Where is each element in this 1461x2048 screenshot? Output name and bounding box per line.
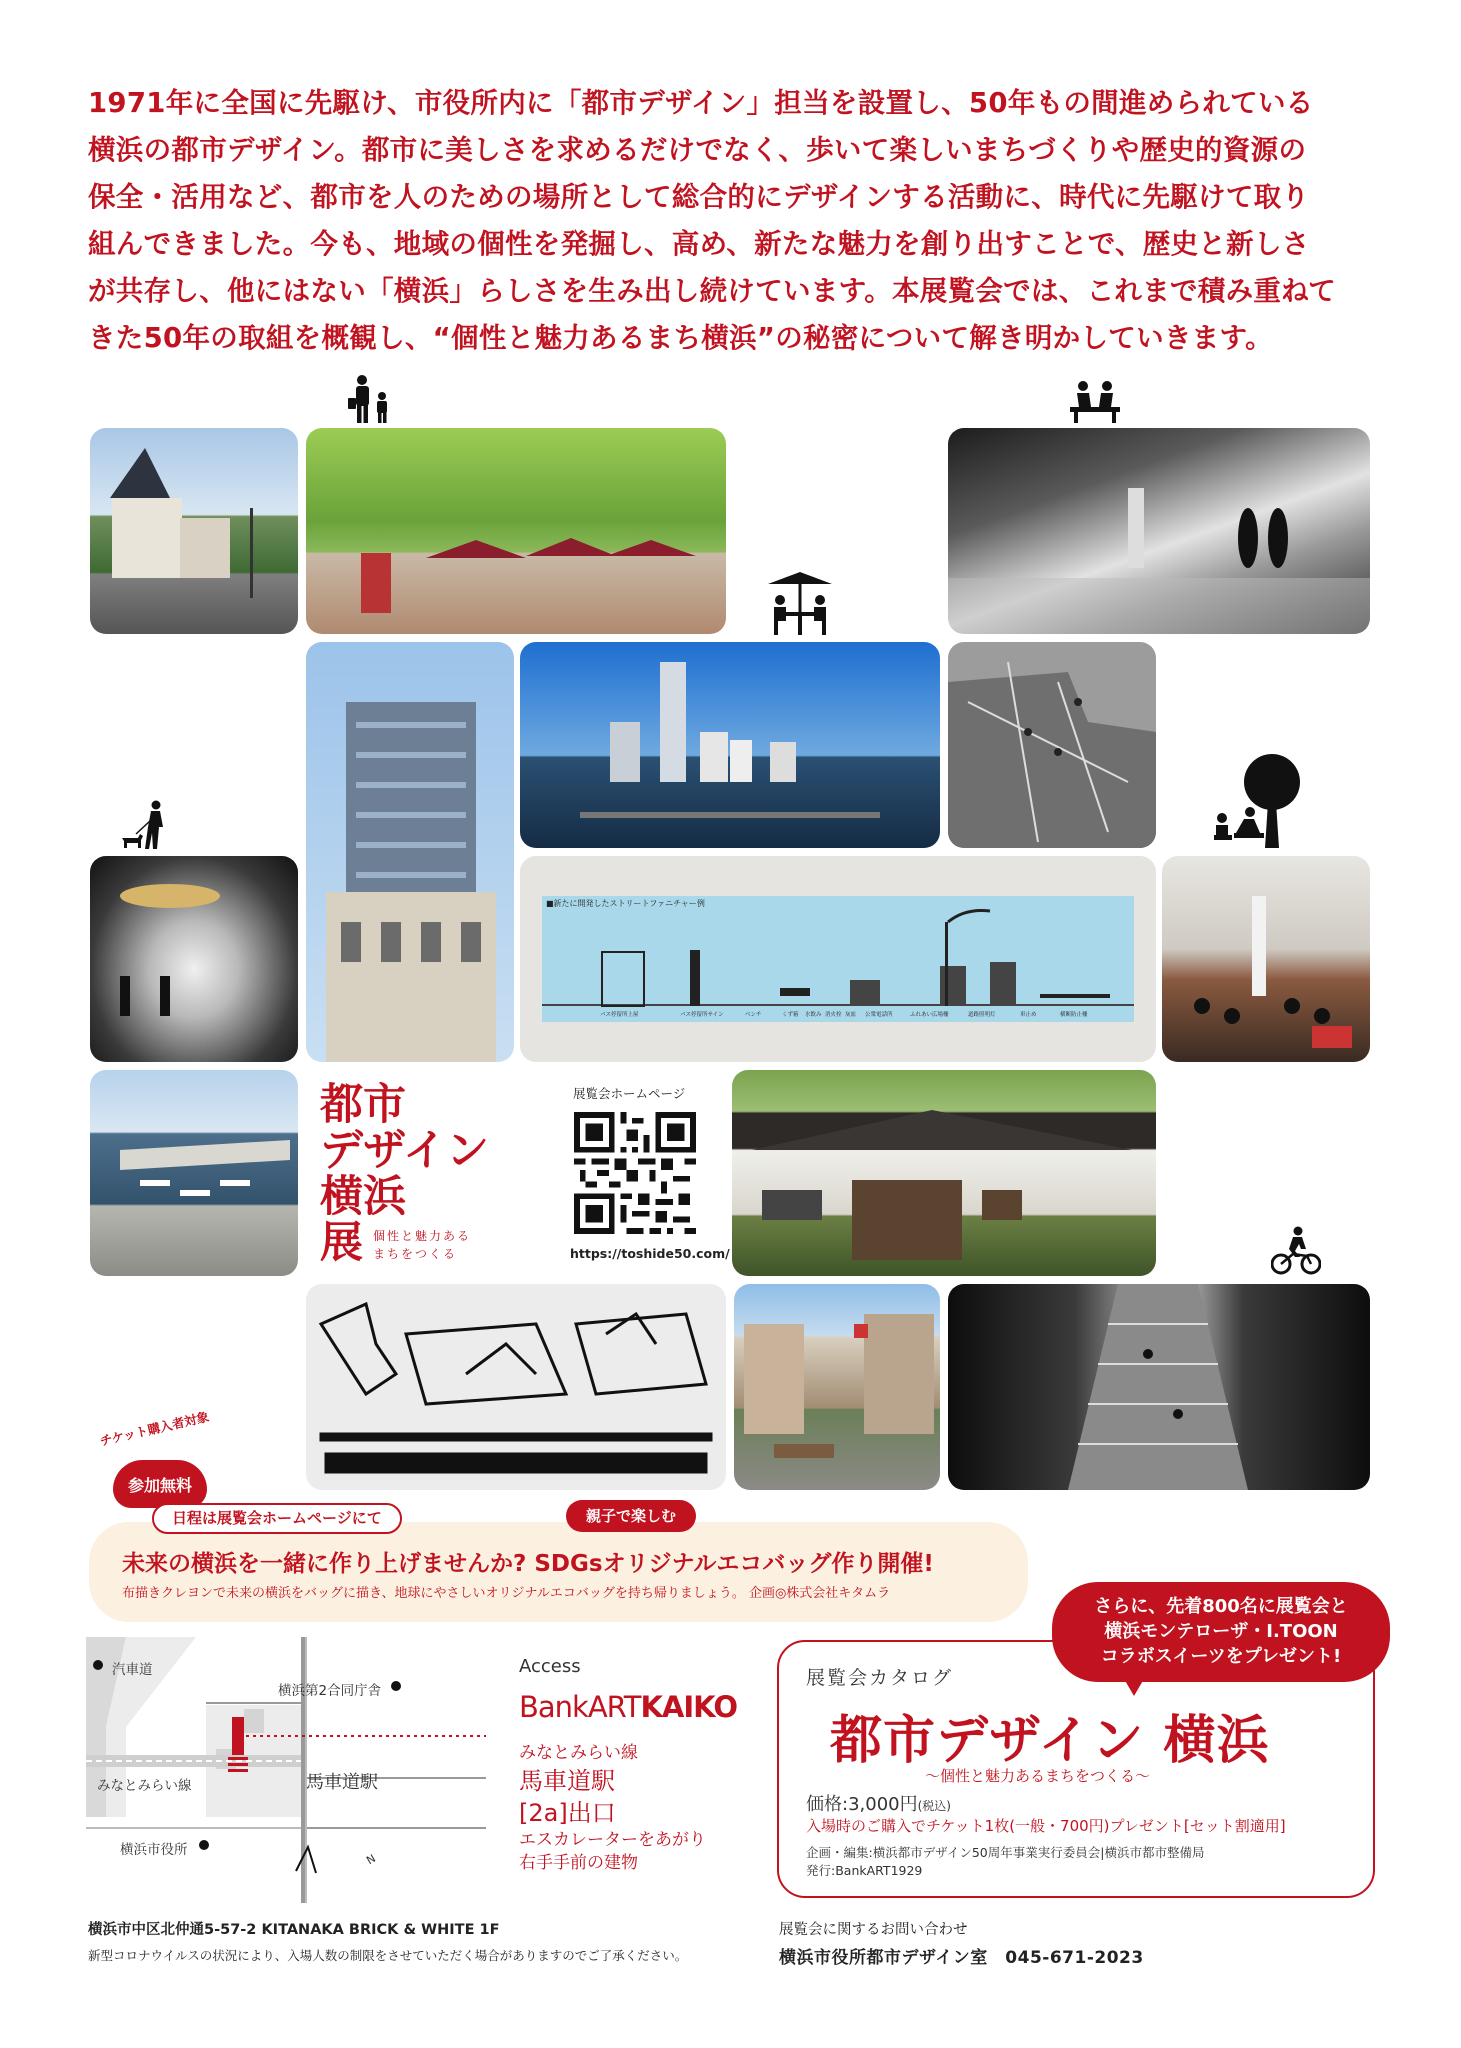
parent-child-icon [346, 374, 394, 424]
access-directions [519, 1742, 706, 1875]
exhibition-subtitle-line: 個性と魅力ある [373, 1229, 472, 1243]
diagram-title: ■新たに開発したストリートファニチャー例 [546, 899, 705, 908]
workshop-title: 未来の横浜を一緒に作り上げませんか? SDGsオリジナルエコバッグ作り開催! [122, 1551, 934, 1577]
photo-tunnel-walkway [90, 856, 298, 1062]
bubble-line: コラボスイーツをプレゼント! [1100, 1646, 1342, 1667]
photo-street-furniture-diagram [520, 856, 1156, 1062]
map-label-cityhall: 横浜市役所 [120, 1842, 188, 1858]
price-tax: (税込) [917, 1799, 951, 1813]
photo-traditional-house [732, 1070, 1156, 1276]
diagram-label: バス停留所サイン [680, 1012, 724, 1018]
homepage-url[interactable]: https://toshide50.com/ [570, 1246, 730, 1261]
dog-walk-icon [120, 800, 170, 850]
map-label-govt-building: 横浜第2合同庁舎 [278, 1683, 382, 1699]
catalog-label: 展覧会カタログ [806, 1667, 954, 1689]
access-direction-1: エスカレーターをあがり [519, 1830, 706, 1850]
access-station: 馬車道駅 [519, 1767, 615, 1795]
free-badge: 参加無料 [113, 1460, 207, 1508]
price-label: 価格: [806, 1794, 849, 1815]
map-label-station: 馬車道駅 [306, 1772, 378, 1793]
catalog-subtitle: 〜個性と魅力あるまちをつくる〜 [925, 1767, 1151, 1785]
access-exit: [2a]出口 [519, 1799, 616, 1827]
price-value: 3,000円 [848, 1794, 918, 1815]
exhibition-subtitle-line: まちをつくる [373, 1247, 458, 1261]
venue-name-bold: KAIKO [640, 1690, 737, 1724]
bench-couple-icon [1068, 380, 1122, 424]
homepage-label: 展覧会ホームページ [573, 1086, 686, 1101]
schedule-note: 日程は展覧会ホームページにて [152, 1503, 402, 1534]
intro-line: 1971年に全国に先駆け、市役所内に「都市デザイン」担当を設置し、50年もの間進められている [88, 87, 1314, 119]
venue-name [519, 1690, 737, 1724]
photo-city-map [948, 642, 1156, 848]
diagram-label: ふれあい広場柵 [910, 1012, 949, 1018]
diagram-label: ベンチ [745, 1012, 762, 1018]
diagram-label: 車止め [1020, 1012, 1037, 1018]
covid-notice: 新型コロナウイルスの状況により、入場人数の制限をさせていただく場合がありますのでご了承ください。 [88, 1948, 688, 1963]
diagram-label: バス停留所上屋 [600, 1012, 639, 1018]
family-badge: 親子で楽しむ [566, 1500, 696, 1532]
exhibition-title-line: 横浜 [320, 1172, 406, 1222]
catalog-ticket-offer: 入場時のご購入でチケット1枚(一般・700円)プレゼント[セット割適用] [806, 1817, 1286, 1835]
access-label: Access [519, 1656, 581, 1677]
intro-line: 横浜の都市デザイン。都市に美しさを求めるだけでなく、歩いて楽しいまちづくりや歴史的資源の [88, 134, 1307, 166]
photo-shopping-street [734, 1284, 940, 1490]
catalog-credit: 企画・編集:横浜都市デザイン50周年事業実行委員会|横浜市都市整備局 [806, 1845, 1205, 1860]
qr-code-icon[interactable] [574, 1112, 696, 1234]
photo-building-sketch [306, 1284, 726, 1490]
photo-plaza-bw [948, 428, 1370, 634]
intro-line: きた50年の取組を概観し、“個性と魅力あるまち横浜”の秘密について解き明かしていきます。 [88, 322, 1273, 354]
north-arrow-label: N [364, 1851, 378, 1868]
workshop-description: 布描きクレヨンで未来の横浜をバッグに描き、地球にやさしいオリジナルエコバッグを持ち帰りましょう。 企画◎株式会社キタムラ [122, 1586, 891, 1601]
catalog-publisher: 発行:BankART1929 [806, 1863, 923, 1878]
catalog-price [806, 1790, 951, 1816]
diagram-label: 公衆電話所 [865, 1012, 893, 1018]
access-direction-2: 右手手前の建物 [519, 1853, 638, 1873]
venue-address: 横浜市中区北仲通5-57-2 KITANAKA BRICK & WHITE 1F [88, 1922, 500, 1938]
map-label-kishamichi: 汽車道 [112, 1662, 153, 1678]
intro-line: 保全・活用など、都市を人のための場所として総合的にデザインする活動に、時代に先駆けて取り [88, 181, 1310, 213]
photo-western-house [90, 428, 298, 634]
access-line: みなとみらい線 [519, 1743, 638, 1763]
map-label-line: みなとみらい線 [97, 1778, 192, 1794]
ticket-holder-note: チケット購入者対象 [98, 1408, 211, 1449]
diagram-label: 消火栓 [825, 1012, 842, 1018]
diagram-label: 道路照明灯 [968, 1012, 996, 1018]
exhibition-subtitle [373, 1227, 471, 1263]
exhibition-title-line: 都市 [320, 1080, 406, 1130]
catalog-title: 都市デザイン 横浜 [830, 1710, 1270, 1771]
diagram-label: 灰皿 [845, 1012, 857, 1018]
photo-stairway-bw [948, 1284, 1370, 1490]
intro-line: が共存し、他にはない「横浜」らしさを生み出し続けています。本展覧会では、これまで積み重ねて [88, 275, 1337, 307]
venue-name-light: BankART [519, 1690, 641, 1724]
photo-waterfront [90, 1070, 298, 1276]
photo-ginkgo-street-cafe [306, 428, 726, 634]
photo-minato-mirai-skyline [520, 642, 940, 848]
present-bubble [1052, 1582, 1390, 1682]
diagram-label: 横断防止柵 [1060, 1012, 1088, 1018]
cyclist-icon [1271, 1226, 1321, 1276]
tree-family-icon [1212, 752, 1302, 850]
bubble-line: さらに、先着800名に展覧会と [1094, 1596, 1348, 1617]
exhibition-title-line: デザイン [320, 1126, 489, 1176]
exhibition-title-line: 展 [320, 1218, 363, 1268]
inquiry-label: 展覧会に関するお問い合わせ [779, 1922, 968, 1938]
photo-exhibition-hall [1162, 856, 1370, 1062]
table-umbrella-icon [766, 570, 834, 636]
bubble-line: 横浜モンテローザ・I.TOON [1104, 1621, 1338, 1642]
intro-text [88, 80, 1378, 362]
diagram-label: 水飲み [805, 1012, 822, 1018]
diagram-label: くず箱 [782, 1012, 799, 1018]
photo-historic-tower [306, 642, 514, 1062]
intro-line: 組んできました。今も、地域の個性を発掘し、高め、新たな魅力を創り出すことで、歴史と新しさ [88, 228, 1310, 260]
inquiry-contact: 横浜市役所都市デザイン室 045-671-2023 [779, 1948, 1144, 1968]
